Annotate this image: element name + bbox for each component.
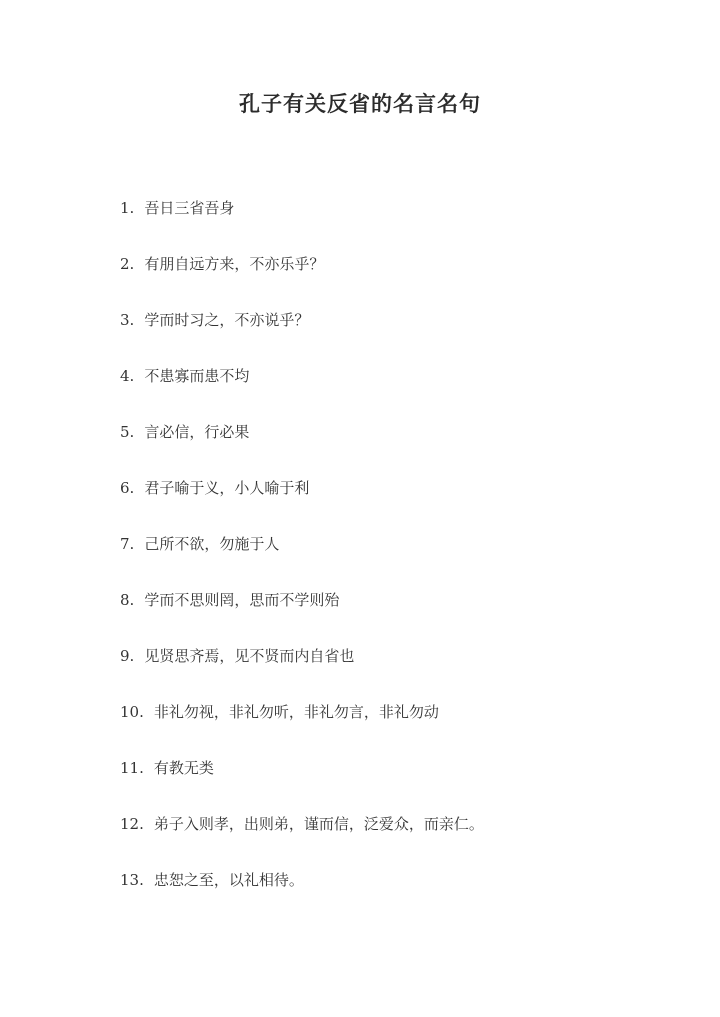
quote-item [120,364,680,420]
quote-item [120,812,680,868]
quote-item [120,196,680,252]
quote-text: 弟子入则孝，出则弟，谨而信，泛爱众，而亲仁。 [153,815,484,833]
quote-number: 13. [120,871,144,889]
quote-number: 2. [120,255,135,273]
quote-text: 学而时习之，不亦说乎？ [144,311,310,329]
quote-text: 君子喻于义，小人喻于利 [144,479,310,497]
quote-item [120,588,680,644]
quote-text: 学而不思则罔，思而不学则殆 [144,591,340,609]
quote-number: 5. [120,423,135,441]
quote-text: 有朋自远方来，不亦乐乎？ [144,255,325,273]
quote-item [120,476,680,532]
quote-number: 7. [120,535,135,553]
quote-number: 12. [120,815,144,833]
quote-number: 9. [120,647,135,665]
quote-item [120,868,680,924]
quote-text: 己所不欲，勿施于人 [144,535,280,553]
quote-text: 吾日三省吾身 [144,199,235,217]
quote-item [120,420,680,476]
quote-number: 1. [120,199,135,217]
quote-item [120,532,680,588]
quote-text: 不患寡而患不均 [144,367,250,385]
quote-list [120,196,680,924]
quote-item [120,252,680,308]
quote-text: 非礼勿视，非礼勿听，非礼勿言，非礼勿动 [153,703,439,721]
quote-item [120,700,680,756]
quote-item [120,308,680,364]
quote-item [120,644,680,700]
quote-number: 3. [120,311,135,329]
quote-item [120,756,680,812]
document-title: 孔子有关反省的名言名句 [239,91,481,116]
quote-text: 忠恕之至，以礼相待。 [153,871,304,889]
quote-number: 10. [120,703,144,721]
quote-text: 言必信，行必果 [144,423,250,441]
quote-number: 8. [120,591,135,609]
quote-number: 11. [120,759,144,777]
quote-number: 6. [120,479,135,497]
quote-text: 有教无类 [153,759,214,777]
quote-number: 4. [120,367,135,385]
quote-text: 见贤思齐焉，见不贤而内自省也 [144,647,355,665]
